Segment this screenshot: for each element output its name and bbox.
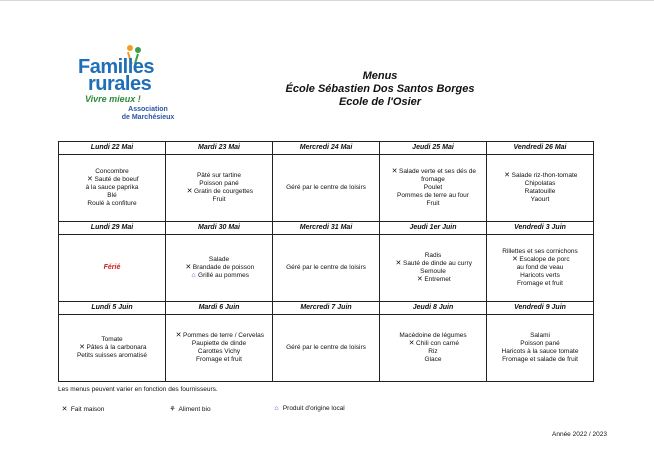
crossed-utensils-icon: ✕	[416, 276, 423, 283]
dish-line	[61, 192, 163, 200]
crossed-utensils-icon: ✕	[61, 406, 68, 413]
day-header: Vendredi 3 Juin	[487, 222, 594, 235]
crossed-utensils-icon: ✕	[391, 168, 398, 175]
dish-line	[382, 252, 484, 260]
dish-line	[382, 176, 484, 184]
dish-text: Salade verte et ses dés de	[399, 168, 476, 175]
dish-line	[489, 248, 591, 256]
dish-line	[61, 352, 163, 360]
dish-line	[382, 184, 484, 192]
day-header: Vendredi 9 Juin	[487, 302, 594, 315]
top-border	[0, 0, 654, 1]
title-line-3: Ecole de l'Osier	[338, 96, 422, 108]
dish-text: Carottes Vichy	[197, 348, 241, 355]
dish-text: Poulet	[423, 184, 443, 191]
dish-text: Fromage et salade de fruit	[502, 356, 578, 363]
day-header: Mardi 30 Mai	[166, 222, 273, 235]
logo-tagline: Vivre mieux !	[85, 94, 141, 104]
dish-text: Gratin de courgettes	[194, 188, 253, 195]
dish-text: Géré par le centre de loisirs	[286, 184, 366, 191]
week-header-row	[59, 222, 594, 235]
dish-line	[382, 260, 484, 268]
dish-line	[382, 192, 484, 200]
dish-text: Salami	[530, 332, 550, 339]
day-header: Mardi 23 Mai	[166, 142, 273, 155]
crossed-utensils-icon: ✕	[79, 344, 85, 351]
dish-line	[168, 188, 270, 196]
dish-text: Ratatouille	[524, 188, 556, 195]
dish-text: à la sauce paprika	[85, 184, 139, 191]
holiday-label: Férié	[103, 264, 121, 271]
dish-text: Salade	[208, 256, 230, 263]
dish-line	[382, 332, 484, 340]
dish-line	[61, 168, 163, 176]
dish-line	[61, 176, 163, 184]
title-line-2: École Sébastien Dos Santos Borges	[285, 83, 475, 95]
dish-line	[489, 272, 591, 280]
dish-text: Semoule	[420, 268, 446, 275]
dish-text: Fruit	[426, 200, 440, 207]
dish-line	[489, 356, 591, 364]
dish-text: Tomate	[101, 336, 123, 343]
day-menu-cell	[59, 315, 166, 382]
dish-line	[61, 184, 163, 192]
day-menu-cell	[273, 235, 380, 302]
day-header: Mercredi 24 Mai	[273, 142, 380, 155]
dish-text: Chili con carné	[416, 340, 459, 347]
dish-line	[61, 344, 163, 352]
dish-line	[382, 200, 484, 208]
dish-text: Chipolatas	[524, 180, 556, 187]
dish-line	[489, 256, 591, 264]
dish-line	[275, 264, 377, 272]
dish-line	[382, 168, 484, 176]
legend-fait-maison: ✕ Fait maison	[61, 406, 105, 413]
day-menu-cell	[273, 315, 380, 382]
dish-line	[382, 268, 484, 276]
dish-line	[489, 340, 591, 348]
dish-text: Petits suisses aromatisé	[76, 352, 148, 359]
dish-line	[275, 184, 377, 192]
week-menu-row	[59, 235, 594, 302]
logo-word-familles: Familles	[78, 56, 155, 78]
dish-line	[382, 348, 484, 356]
day-menu-cell	[59, 155, 166, 222]
dish-line	[382, 340, 484, 348]
dish-line	[489, 264, 591, 272]
dish-line	[489, 196, 591, 204]
dish-text: Fromage et fruit	[517, 280, 563, 287]
crossed-utensils-icon: ✕	[395, 260, 402, 267]
crossed-utensils-icon: ✕	[511, 256, 518, 263]
crossed-utensils-icon: ✕	[185, 264, 192, 271]
day-menu-cell	[380, 315, 487, 382]
logo-association: Association de Marchésieux	[121, 106, 175, 121]
day-menu-cell	[59, 235, 166, 302]
page-title	[250, 70, 510, 109]
dish-text: Salade riz-thon-tomate	[511, 172, 578, 179]
dish-text: Macédoine de légumes	[399, 332, 467, 339]
dish-line	[168, 348, 270, 356]
dish-text: au fond de veau	[516, 264, 564, 271]
day-header: Vendredi 26 Mai	[487, 142, 594, 155]
day-menu-cell	[166, 235, 273, 302]
dish-text: Poisson pané	[520, 340, 560, 347]
house-icon: ⌂	[274, 405, 279, 412]
dish-line	[382, 356, 484, 364]
dish-text: Paupiette de dinde	[191, 340, 247, 347]
dish-text: Géré par le centre de loisirs	[286, 264, 366, 271]
day-header: Jeudi 8 Juin	[380, 302, 487, 315]
title-line-1: Menus	[362, 70, 398, 82]
week-menu-row	[59, 155, 594, 222]
week-menu-row	[59, 315, 594, 382]
dish-text: fromage	[421, 176, 445, 183]
dish-line	[168, 272, 270, 280]
day-header: Mardi 6 Juin	[166, 302, 273, 315]
dish-text: Sauté de boeuf	[94, 176, 139, 183]
menu-table	[58, 141, 594, 382]
week-header-row	[59, 142, 594, 155]
dish-text: Rillettes et ses cornichons	[502, 248, 578, 255]
dish-text: Riz	[428, 348, 438, 355]
day-menu-cell	[380, 155, 487, 222]
dish-line	[275, 344, 377, 352]
bio-leaf-icon: ⚘	[169, 406, 176, 413]
day-header: Lundi 29 Mai	[59, 222, 166, 235]
day-header: Jeudi 1er Juin	[380, 222, 487, 235]
dish-text: Pâtes à la carbonara	[86, 344, 147, 351]
day-menu-cell	[487, 235, 594, 302]
week-header-row	[59, 302, 594, 315]
dish-text: Glace	[424, 356, 442, 363]
day-header: Lundi 5 Juin	[59, 302, 166, 315]
supplier-note: Les menus peuvent varier en fonction des fournisseurs.	[58, 386, 218, 393]
crossed-utensils-icon: ✕	[87, 176, 93, 183]
logo-word-rurales: rurales	[88, 73, 152, 95]
dish-line	[489, 180, 591, 188]
dish-text: Radis	[424, 252, 442, 259]
dish-line	[61, 200, 163, 208]
house-icon: ⌂	[191, 272, 196, 279]
dish-line	[168, 180, 270, 188]
crossed-utensils-icon: ✕	[504, 172, 511, 179]
dish-line	[382, 276, 484, 284]
dish-line	[168, 340, 270, 348]
dish-text: Brandade de poisson	[192, 264, 255, 271]
dish-line	[489, 348, 591, 356]
dish-text: Blé	[107, 192, 117, 199]
dish-line	[168, 332, 270, 340]
dish-text: Escalope de porc	[519, 256, 570, 263]
dish-text: Pâté sur tartine	[196, 172, 242, 179]
day-menu-cell	[487, 155, 594, 222]
dish-text: Sauté de dinde au curry	[402, 260, 473, 267]
dish-line	[489, 332, 591, 340]
day-menu-cell	[487, 315, 594, 382]
dish-line	[168, 196, 270, 204]
dish-text: Yaourt	[530, 196, 550, 203]
day-header: Mercredi 7 Juin	[273, 302, 380, 315]
dish-line	[168, 256, 270, 264]
crossed-utensils-icon: ✕	[175, 332, 182, 339]
dish-text: Pommes de terre / Cervelas	[183, 332, 264, 339]
dish-text: Géré par le centre de loisirs	[286, 344, 366, 351]
dish-text: Grillé au pommes	[198, 272, 249, 279]
dish-line	[168, 172, 270, 180]
dish-line	[489, 188, 591, 196]
crossed-utensils-icon: ✕	[408, 340, 415, 347]
day-menu-cell	[380, 235, 487, 302]
dish-text: Entremet	[424, 276, 451, 283]
dish-text: Pommes de terre au four	[397, 192, 469, 199]
day-menu-cell	[166, 155, 273, 222]
day-header: Lundi 22 Mai	[59, 142, 166, 155]
crossed-utensils-icon: ✕	[186, 188, 193, 195]
dish-line	[168, 264, 270, 272]
dish-text: Poisson pané	[199, 180, 239, 187]
dish-text: Roulé à confiture	[87, 200, 137, 207]
school-year: Année 2022 / 2023	[552, 431, 607, 438]
dish-text: Fruit	[212, 196, 226, 203]
dish-text: Haricots à la sauce tomate	[501, 348, 579, 355]
dish-line	[489, 280, 591, 288]
dish-text: Fromage et fruit	[196, 356, 242, 363]
familles-rurales-logo	[78, 44, 178, 130]
day-header: Mercredi 31 Mai	[273, 222, 380, 235]
day-header: Jeudi 25 Mai	[380, 142, 487, 155]
day-menu-cell	[273, 155, 380, 222]
day-menu-cell	[166, 315, 273, 382]
dish-text: Haricots verts	[520, 272, 560, 279]
dish-line	[168, 356, 270, 364]
legend-local: ⌂ Produit d'origine local	[272, 405, 345, 412]
dish-text: Concombre	[95, 168, 129, 175]
dish-line	[489, 172, 591, 180]
legend-bio: ⚘ Aliment bio	[169, 406, 211, 413]
dish-line	[61, 336, 163, 344]
